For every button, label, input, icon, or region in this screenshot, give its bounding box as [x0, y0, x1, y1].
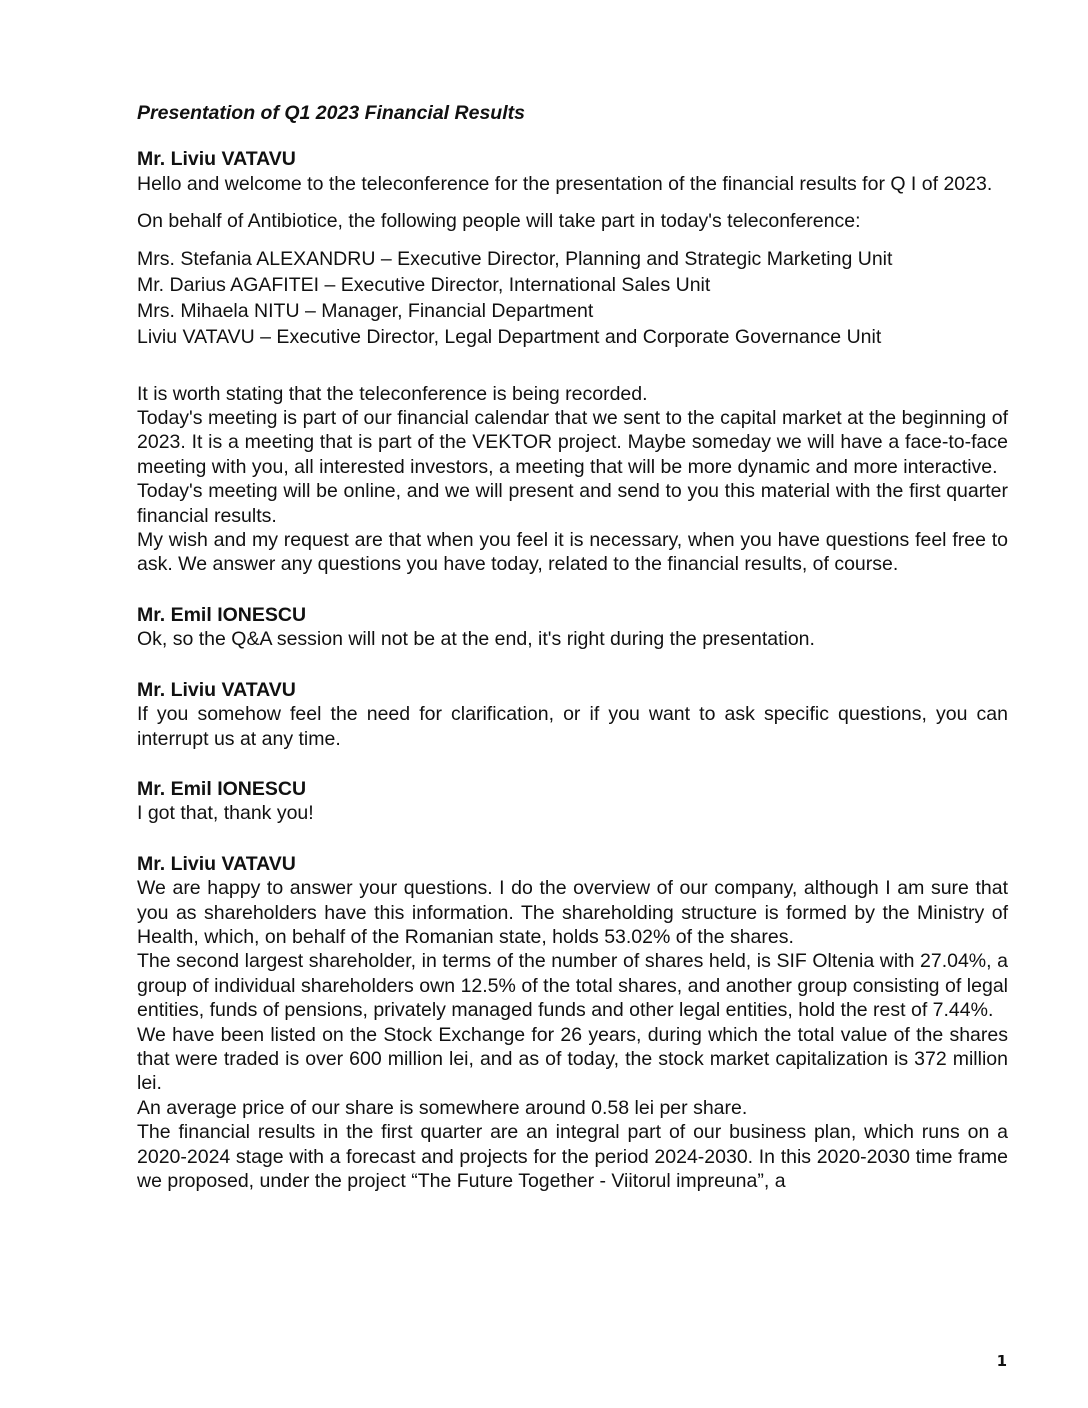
attendee-item: Liviu VATAVU – Executive Director, Legal Department and Corporate Governance Unit	[137, 325, 882, 348]
participants-intro: On behalf of Antibiotice, the following people will take part in today's teleconference:	[137, 210, 861, 233]
attendee-item: Mrs. Stefania ALEXANDRU – Executive Director, Planning and Strategic Marketing Unit	[137, 247, 893, 270]
paragraph: Today's meeting is part of our financial calendar that we sent to the capital market at the beginning of 2023. It is a meeting that is part of the VEKTOR project. Maybe someday we will have a face-to-face meeting with you, all interested investors, a meeting that will be more dynamic and more interactive.	[137, 407, 1008, 478]
exchange-block	[137, 603, 1008, 652]
paragraph: We are happy to answer your questions. I do the overview of our company, although I am sure that you as shareholders have this information. The shareholding structure is formed by the Ministry of Health, which, on behalf of the Romanian state, holds 53.02% of the shares.	[137, 877, 1008, 948]
speaker-name: Mr. Liviu VATAVU	[137, 678, 296, 701]
document-page	[137, 101, 1008, 1193]
speaker-name: Mr. Liviu VATAVU	[137, 852, 296, 875]
paragraph: If you somehow feel the need for clarification, or if you want to ask specific questions, you can interrupt us at any time.	[137, 703, 1008, 750]
paragraph: We have been listed on the Stock Exchange for 26 years, during which the total value of the shares that were traded is over 600 million lei, and as of today, the stock market capitalization is 372 million lei.	[137, 1023, 1008, 1095]
exchange-block	[137, 678, 1008, 751]
speaker-name: Mr. Emil IONESCU	[137, 603, 307, 626]
welcome-paragraph: Hello and welcome to the teleconference for the presentation of the financial results for Q I of 2023.	[137, 172, 993, 195]
exchange-block	[137, 777, 1008, 826]
attendee-item: Mrs. Mihaela NITU – Manager, Financial Department	[137, 299, 594, 322]
intro-section	[137, 147, 1008, 349]
paragraph: I got that, thank you!	[137, 802, 314, 825]
exchange-block	[137, 852, 1008, 1194]
attendee-item: Mr. Darius AGAFITEI – Executive Director, International Sales Unit	[137, 273, 711, 296]
paragraph: Ok, so the Q&A session will not be at the end, it's right during the presentation.	[137, 628, 815, 651]
paragraph: It is worth stating that the teleconference is being recorded.	[137, 382, 648, 405]
paragraph: My wish and my request are that when you feel it is necessary, when you have questions feel free to ask. We answer any questions you have today, related to the financial results, of course.	[137, 529, 1008, 576]
paragraph: An average price of our share is somewhere around 0.58 lei per share.	[137, 1096, 748, 1119]
attendee-list	[137, 246, 1008, 350]
document-title: Presentation of Q1 2023 Financial Results	[137, 102, 525, 124]
opening-remarks	[137, 382, 1008, 577]
speaker-name: Mr. Liviu VATAVU	[137, 148, 296, 171]
page-number: 1	[996, 1352, 1007, 1370]
paragraph: The second largest shareholder, in terms of the number of shares held, is SIF Oltenia with 27.04%, a group of individual shareholders own 12.5% of the total shares, and another group consisting of legal entities, funds of pensions, privately managed funds and other legal entities, hold the rest of 7.44%.	[137, 950, 1008, 1022]
paragraph: The financial results in the first quarter are an integral part of our business plan, which runs on a 2020-2024 stage with a forecast and projects for the period 2024-2030. In this 2020-2030 time frame we proposed, under the project “The Future Together - Viitorul impreuna”, a	[137, 1121, 1008, 1192]
paragraph: Today's meeting will be online, and we will present and send to you this material with the first quarter financial results.	[137, 480, 1008, 527]
speaker-name: Mr. Emil IONESCU	[137, 777, 307, 800]
